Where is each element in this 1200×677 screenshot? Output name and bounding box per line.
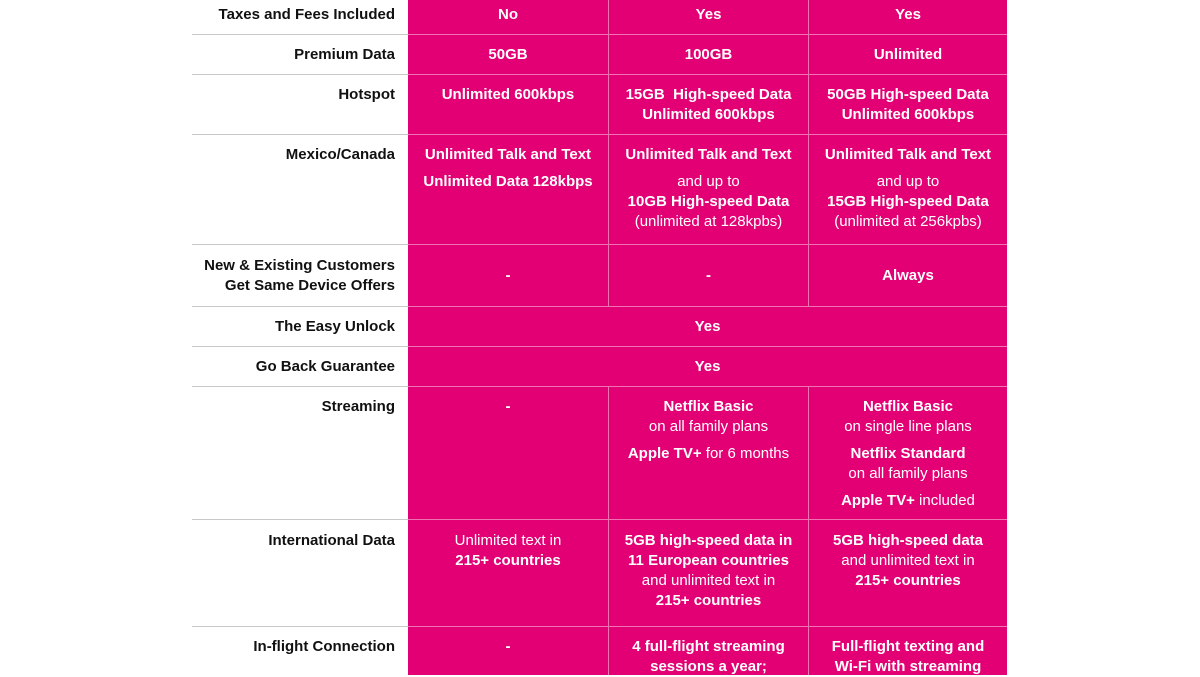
cell-line: 10GB High-speed Data — [627, 193, 790, 210]
row-label-line: Get Same Device Offers — [224, 277, 395, 294]
row-label: In-flight Connection — [192, 626, 408, 675]
cell-plan-3 — [808, 74, 1007, 134]
table-row — [192, 244, 1007, 306]
cell-line: Unlimited Talk and Text — [625, 146, 792, 163]
cell-line: Unlimited Data 128kbps — [423, 173, 593, 190]
cell-line: and up to — [677, 173, 740, 190]
table-row — [192, 626, 1007, 675]
cell-line: Wi-Fi with streaming — [834, 658, 982, 675]
cell-line: Netflix Basic — [663, 398, 754, 415]
row-label-line: New & Existing Customers — [204, 257, 395, 274]
row-label: Taxes and Fees Included — [218, 6, 395, 23]
cell-plan-1: Unlimited 600kbps — [408, 74, 608, 134]
cell-plan-2 — [608, 626, 808, 675]
cell-plan-1: - — [408, 244, 608, 306]
cell-plan-3 — [808, 386, 1007, 519]
cell-line: and unlimited text in — [841, 552, 975, 569]
cell-line — [809, 491, 1007, 511]
cell-plan-3 — [808, 134, 1007, 244]
cell-plan-3: Always — [808, 244, 1007, 306]
row-label: Hotspot — [192, 74, 408, 134]
cell-line: (unlimited at 256kpbs) — [834, 213, 982, 230]
cell-plan-3 — [808, 626, 1007, 675]
cell-line: sessions a year; — [650, 658, 767, 675]
row-label: Mexico/Canada — [192, 134, 408, 244]
cell-plan-1 — [408, 519, 608, 626]
cell-line: on all family plans — [848, 465, 968, 482]
cell-line: Unlimited Talk and Text — [824, 146, 992, 163]
cell-plan-1 — [408, 134, 608, 244]
cell-line: 11 European countries — [628, 552, 789, 569]
row-label — [192, 244, 408, 306]
cell-line: 5GB high-speed data in — [624, 532, 793, 549]
table-row — [192, 519, 1007, 626]
table-row — [192, 386, 1007, 519]
cell-line: and unlimited text in — [641, 572, 776, 589]
cell-line: Netflix Basic — [862, 398, 954, 415]
cell-line: on all family plans — [648, 418, 769, 435]
cell-plan-2 — [608, 386, 808, 519]
cell-line-bold: Apple TV+ — [841, 492, 915, 509]
cell-line: and up to — [876, 173, 940, 190]
cell-line: Unlimited text in — [454, 532, 562, 549]
cell-plan-2 — [608, 74, 808, 134]
table-row — [192, 306, 1007, 346]
cell-line: Full-flight texting and — [831, 638, 985, 655]
cell-plan-3: Yes — [808, 0, 1007, 34]
plan-comparison-table — [192, 0, 1007, 675]
row-label: Streaming — [192, 386, 408, 519]
cell-all-plans: Yes — [408, 346, 1007, 386]
cell-line-bold: Apple TV+ — [627, 445, 702, 462]
cell-all-plans: Yes — [408, 306, 1007, 346]
cell-line: on single line plans — [844, 418, 972, 435]
cell-plan-2 — [608, 134, 808, 244]
table-row — [192, 346, 1007, 386]
table-row — [192, 134, 1007, 244]
cell-plan-2: - — [608, 244, 808, 306]
cell-line-normal: for 6 months — [701, 445, 790, 462]
table-row — [192, 34, 1007, 74]
cell-line: 215+ countries — [455, 552, 561, 569]
table-row — [192, 74, 1007, 134]
cell-line: 15GB High-speed Data — [625, 86, 792, 103]
cell-line: (unlimited at 128kpbs) — [634, 213, 783, 230]
cell-plan-2 — [608, 519, 808, 626]
row-label: The Easy Unlock — [192, 306, 408, 346]
cell-plan-3: Unlimited — [808, 34, 1007, 74]
cell-line: 50GB High-speed Data — [827, 86, 989, 103]
cell-line: Netflix Standard — [850, 445, 966, 462]
cell-plan-3 — [808, 519, 1007, 626]
cell-plan-2: Yes — [608, 0, 808, 34]
cell-line: 215+ countries — [855, 572, 961, 589]
row-label: Premium Data — [192, 34, 408, 74]
cell-plan-1: 50GB — [408, 34, 608, 74]
cell-line: Unlimited 600kbps — [841, 106, 975, 123]
cell-plan-1: - — [408, 626, 608, 675]
table-row — [192, 0, 1007, 34]
cell-line: 215+ countries — [655, 592, 762, 609]
cell-plan-1: No — [408, 0, 608, 34]
cell-line: 15GB High-speed Data — [827, 193, 989, 210]
cell-plan-2: 100GB — [608, 34, 808, 74]
cell-plan-1: - — [408, 386, 608, 519]
cell-line — [609, 444, 808, 464]
cell-line: Unlimited Talk and Text — [424, 146, 592, 163]
cell-line-normal: included — [914, 492, 975, 509]
row-label: Go Back Guarantee — [192, 346, 408, 386]
cell-line: 5GB high-speed data — [832, 532, 984, 549]
cell-line: Unlimited 600kbps — [642, 106, 775, 123]
row-label: International Data — [192, 519, 408, 626]
cell-line: 4 full-flight streaming — [632, 638, 785, 655]
